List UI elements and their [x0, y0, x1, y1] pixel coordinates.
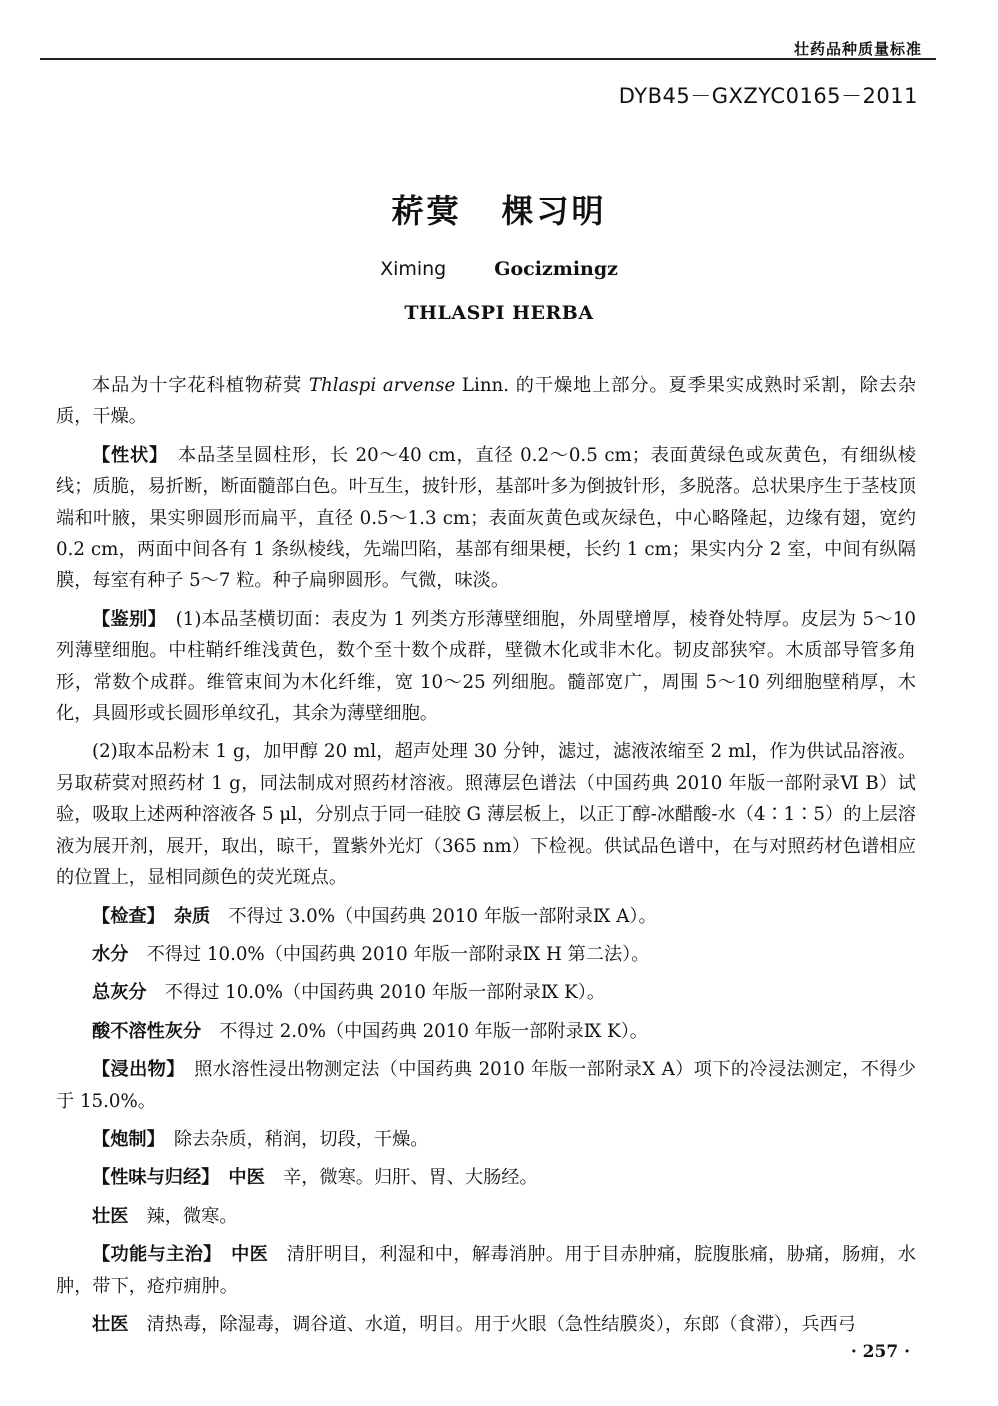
total-ash-text: 不得过 10.0%（中国药典 2010 年版一部附录Ⅸ K）。 [164, 982, 606, 1004]
acid-insoluble-ash-text: 不得过 2.0%（中国药典 2010 年版一部附录Ⅸ K）。 [219, 1020, 648, 1042]
inspection-heading: 【检查】 [92, 905, 156, 927]
species-name: Thlaspi arvense [308, 375, 456, 396]
functions-zhuang-text: 清热毒，除湿毒，调谷道、水道，明目。用于火眼（急性结膜炎），东郎（食滞），兵西弓 [146, 1313, 856, 1335]
water-text: 不得过 10.0%（中国药典 2010 年版一部附录Ⅸ H 第二法）。 [146, 943, 650, 965]
title-chinese-name: 菥蓂 [391, 192, 462, 230]
pinyin-name: Ximing [380, 258, 447, 280]
identification-text-1: (1)本品茎横切面：表皮为 1 列类方形薄壁细胞，外周壁增厚，棱脊处特厚。皮层为 5～10 列薄壁细胞。中柱鞘纤维浅黄色，数个至十数个成群，壁微木化或非木化。韧皮部狭窄。木质部导管多角形，常数个成群。维管束间为木化纤维，宽 10～25 列细胞。髓部宽广，周围 5～10 列细胞壁稍厚，木化，具圆形或长圆形单纹孔，其余为薄壁细胞。 [56, 608, 916, 725]
nature-heading: 【性味与归经】 [92, 1167, 211, 1189]
identification-heading: 【鉴别】 [92, 608, 158, 630]
nature-zhuang-item [56, 1201, 916, 1232]
acid-insoluble-ash-item [56, 1016, 916, 1047]
title-zhuang-name: 棵习明 [501, 192, 607, 230]
nature-zhuang-label: 壮医 [92, 1205, 129, 1227]
processing-text: 除去杂质，稍润，切段，干燥。 [173, 1128, 429, 1150]
running-head: 壮药品种质量标准 [793, 40, 922, 58]
nature-tcm-text: 辛，微寒。归肝、胃、大肠经。 [283, 1167, 538, 1189]
identification-tlc-paragraph [56, 736, 916, 893]
page-title [0, 186, 998, 232]
character-section [56, 440, 916, 597]
nature-section [56, 1162, 916, 1193]
page-number: · 257 · [850, 1342, 910, 1362]
character-heading: 【性状】 [92, 444, 159, 466]
identification-section [56, 604, 916, 730]
header-rule [40, 58, 936, 60]
intro-text-before: 本品为十字花科植物菥蓂 [92, 375, 309, 396]
processing-section [56, 1124, 916, 1155]
nature-zhuang-text: 辣，微寒。 [146, 1205, 238, 1227]
extract-text: 照水溶性浸出物测定法（中国药典 2010 年版一部附录Ⅹ A）项下的冷浸法测定，不得少于 15.0%。 [56, 1059, 916, 1112]
water-label: 水分 [92, 943, 129, 965]
functions-heading: 【功能与主治】 [92, 1244, 213, 1266]
intro-text-after: Linn. 的干燥地上部分。夏季果实成熟时采割，除去杂质，干燥。 [56, 375, 916, 428]
inspection-section [56, 901, 916, 932]
functions-tcm-text: 清肝明目，利湿和中，解毒消肿。用于目赤肿痛，脘腹胀痛，胁痛，肠痈，水肿，带下，疮疖痈肿。 [56, 1244, 916, 1297]
water-item [56, 939, 916, 970]
zhuang-romanized-name: Gocizmingz [494, 258, 618, 280]
identification-text-2: (2)取本品粉末 1 g，加甲醇 20 ml，超声处理 30 分钟，滤过，滤液浓缩至 2 ml，作为供试品溶液。另取菥蓂对照药材 1 g，同法制成对照药材溶液。照薄层色谱法（中国药典 2010 年版一部附录Ⅵ B）试验，吸取上述两种溶液各 5 μl，分别点于同一硅胶 G 薄层板上，以正丁醇-冰醋酸-水（4∶1∶5）的上层溶液为展开剂，展开，取出，晾干，置紫外光灯（365 nm）下检视。供试品色谱中，在与对照药材色谱相应的位置上，显相同颜色的荧光斑点。 [56, 741, 916, 889]
extract-section [56, 1054, 916, 1117]
functions-zhuang-label: 壮医 [92, 1313, 129, 1335]
latin-herb-name: THLASPI HERBA [404, 302, 594, 324]
extract-heading: 【浸出物】 [92, 1059, 176, 1081]
standard-code: DYB45－GXZYC0165－2011 [618, 84, 918, 108]
total-ash-label: 总灰分 [92, 982, 147, 1004]
acid-insoluble-ash-label: 酸不溶性灰分 [92, 1020, 202, 1042]
functions-section [56, 1239, 916, 1302]
monograph-body [56, 370, 916, 1340]
character-text: 本品茎呈圆柱形，长 20～40 cm，直径 0.2～0.5 cm；表面黄绿色或灰黄色，有细纵棱线；质脆，易折断，断面髓部白色。叶互生，披针形，基部叶多为倒披针形，多脱落。总状果序生于茎枝顶端和叶腋，果实卵圆形而扁平，直径 0.5～1.3 cm；表面灰黄色或灰绿色，中心略隆起，边缘有翅，宽约 0.2 cm，两面中间各有 1 条纵棱线，先端凹陷，基部有细果梗，长约 1 cm；果实内分 2 室，中间有纵隔膜，每室有种子 5～7 粒。种子扁卵圆形。气微，味淡。 [56, 444, 917, 592]
total-ash-item [56, 977, 916, 1008]
intro-paragraph [56, 370, 916, 433]
functions-zhuang-item [56, 1309, 916, 1340]
impurity-label: 杂质 [173, 905, 211, 927]
functions-tcm-label: 中医 [231, 1244, 269, 1266]
romanized-names [0, 258, 998, 280]
impurity-text: 不得过 3.0%（中国药典 2010 年版一部附录Ⅸ A）。 [228, 905, 657, 927]
processing-heading: 【炮制】 [92, 1128, 156, 1150]
nature-tcm-label: 中医 [228, 1167, 265, 1189]
